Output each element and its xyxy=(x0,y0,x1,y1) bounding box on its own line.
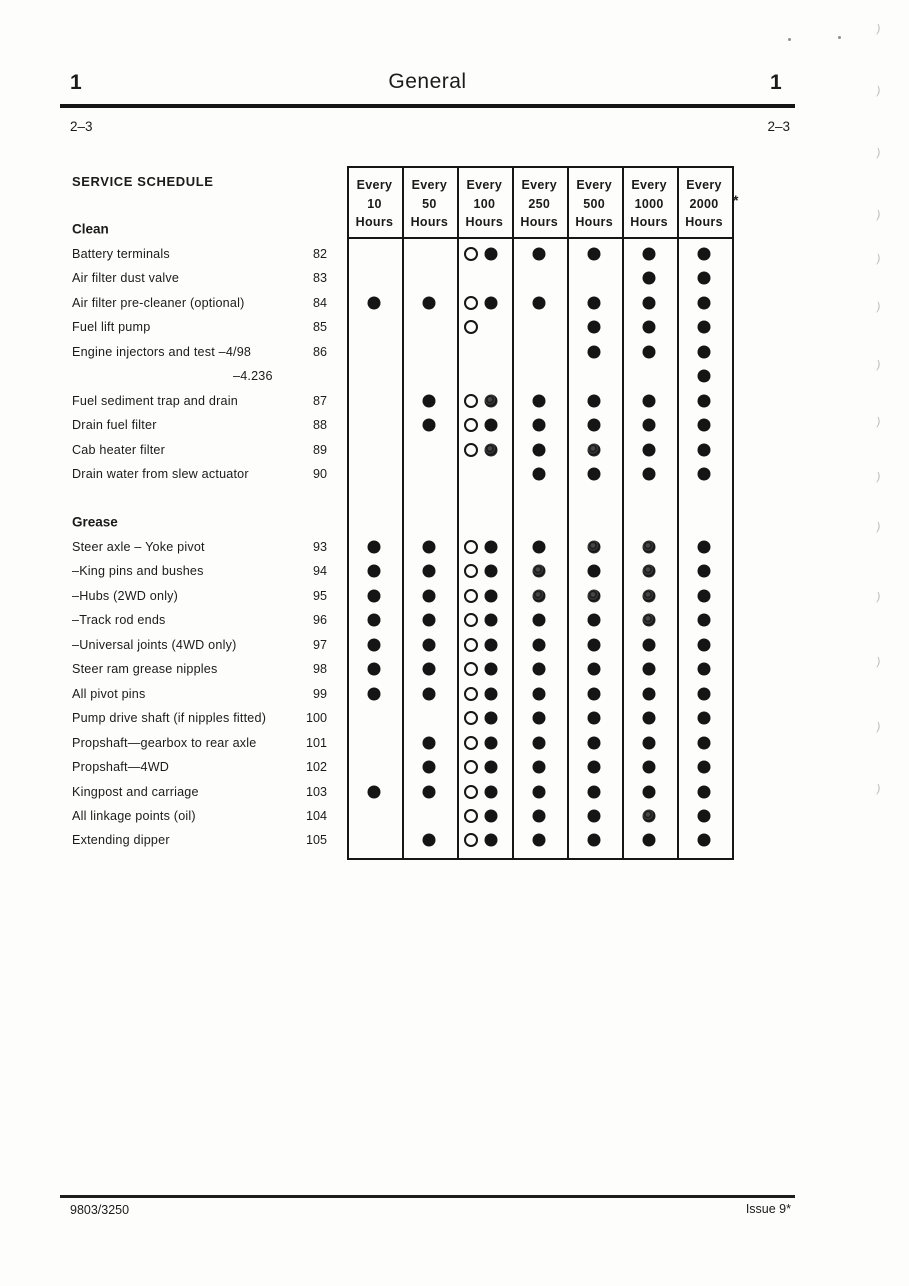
column-header-line: Hours xyxy=(410,215,449,229)
interval-mark-filled xyxy=(485,419,498,432)
service-item-label: –Track rod ends xyxy=(72,613,166,628)
page-number-right: 1 xyxy=(770,71,782,94)
service-item-number: 96 xyxy=(312,613,327,628)
column-header-500h xyxy=(567,168,622,240)
interval-mark-filled xyxy=(698,712,711,725)
service-item-label: Steer ram grease nipples xyxy=(72,662,218,677)
interval-mark-speckled xyxy=(643,614,656,627)
interval-mark-filled xyxy=(423,663,436,676)
interval-mark-open xyxy=(464,809,478,823)
column-header-line: Hours xyxy=(685,215,723,229)
interval-mark-filled xyxy=(698,321,711,334)
interval-mark-open xyxy=(464,540,478,554)
interval-mark-filled xyxy=(423,589,436,602)
interval-mark-open xyxy=(464,247,478,261)
interval-mark-speckled xyxy=(643,589,656,602)
interval-mark-speckled xyxy=(588,541,601,554)
interval-mark-filled xyxy=(533,468,546,481)
service-item-number: 94 xyxy=(312,564,327,579)
interval-mark-filled xyxy=(588,761,601,774)
service-item-number: 83 xyxy=(312,271,327,286)
interval-mark-filled xyxy=(698,468,711,481)
service-item-label: –Universal joints (4WD only) xyxy=(72,637,237,652)
interval-mark-filled xyxy=(533,638,546,651)
service-item-number: 93 xyxy=(312,540,327,554)
service-item-number: 101 xyxy=(305,735,327,750)
interval-mark-filled xyxy=(423,541,436,554)
interval-mark-filled xyxy=(588,321,601,334)
interval-mark-open xyxy=(464,833,478,847)
column-header-line: 100 xyxy=(473,196,496,211)
interval-mark-filled xyxy=(485,736,498,749)
interval-mark-filled xyxy=(485,809,498,822)
column-header-line: Hours xyxy=(520,215,559,229)
service-item-label: All pivot pins xyxy=(72,686,146,701)
interval-mark-filled xyxy=(485,296,498,309)
interval-mark-filled xyxy=(643,736,656,749)
interval-mark-filled xyxy=(485,761,498,774)
interval-mark-filled xyxy=(643,761,656,774)
interval-mark-filled xyxy=(368,565,381,578)
interval-mark-filled xyxy=(698,419,711,432)
interval-mark-filled xyxy=(485,614,498,627)
service-item-label: All linkage points (oil) xyxy=(72,808,196,823)
interval-mark-filled xyxy=(698,541,711,554)
page-number-left: 1 xyxy=(70,71,82,94)
interval-mark-open xyxy=(464,394,478,408)
interval-mark-filled xyxy=(533,296,546,309)
interval-mark-filled xyxy=(643,468,656,481)
interval-mark-filled xyxy=(588,394,601,407)
interval-mark-open xyxy=(464,296,478,310)
interval-mark-filled xyxy=(698,565,711,578)
service-item-label: Battery terminals xyxy=(72,247,170,261)
interval-mark-filled xyxy=(423,785,436,798)
interval-mark-filled xyxy=(368,687,381,700)
interval-mark-filled xyxy=(533,736,546,749)
interval-mark-filled xyxy=(485,638,498,651)
column-header-line: Hours xyxy=(630,215,668,229)
interval-mark-filled xyxy=(588,809,601,822)
service-item-label: –4.236 xyxy=(233,369,273,384)
interval-mark-filled xyxy=(588,834,601,847)
table-grid-line xyxy=(567,166,569,860)
column-header-line: Hours xyxy=(465,215,504,229)
interval-mark-filled xyxy=(588,345,601,358)
interval-mark-filled xyxy=(698,394,711,407)
scan-artifact xyxy=(788,38,791,41)
interval-mark-filled xyxy=(588,614,601,627)
interval-mark-filled xyxy=(698,589,711,602)
interval-mark-speckled xyxy=(533,565,546,578)
interval-mark-filled xyxy=(588,565,601,578)
page-title: General xyxy=(388,70,467,93)
interval-mark-filled xyxy=(643,443,656,456)
interval-mark-filled xyxy=(368,589,381,602)
column-header-1000h xyxy=(622,168,677,240)
interval-mark-filled xyxy=(423,638,436,651)
interval-mark-filled xyxy=(588,687,601,700)
interval-mark-filled xyxy=(698,370,711,383)
interval-mark-filled xyxy=(485,589,498,602)
column-header-line: 1000 xyxy=(634,196,664,211)
interval-mark-filled xyxy=(533,761,546,774)
column-header-250h xyxy=(512,168,567,240)
table-bottom-border xyxy=(347,858,734,860)
interval-mark-filled xyxy=(588,712,601,725)
interval-mark-filled xyxy=(485,541,498,554)
interval-mark-filled xyxy=(485,712,498,725)
service-item-label: Fuel sediment trap and drain xyxy=(72,393,238,408)
interval-mark-filled xyxy=(643,394,656,407)
column-header-line: Every xyxy=(411,178,448,192)
service-item-number: 104 xyxy=(305,808,327,823)
column-header-line: Every xyxy=(521,178,558,192)
interval-mark-open xyxy=(464,589,478,603)
interval-mark-filled xyxy=(485,248,498,261)
interval-mark-speckled xyxy=(643,809,656,822)
interval-mark-filled xyxy=(698,443,711,456)
interval-mark-filled xyxy=(368,296,381,309)
table-grid-line xyxy=(732,166,734,860)
interval-mark-filled xyxy=(698,785,711,798)
scan-artifact: ) xyxy=(875,357,882,373)
service-item-number: 102 xyxy=(305,760,327,775)
service-item-number: 97 xyxy=(312,637,327,652)
service-item-label: Drain fuel filter xyxy=(72,418,157,433)
interval-mark-filled xyxy=(588,785,601,798)
issue-label: Issue 9* xyxy=(745,1202,791,1216)
service-item-label: Cab heater filter xyxy=(72,442,166,457)
interval-mark-open xyxy=(464,320,478,334)
scan-artifact: ) xyxy=(875,781,882,797)
interval-mark-filled xyxy=(533,248,546,261)
interval-mark-speckled xyxy=(485,394,498,407)
interval-mark-filled xyxy=(698,345,711,358)
interval-mark-filled xyxy=(588,736,601,749)
service-item-label: Air filter dust valve xyxy=(72,271,180,286)
service-item-label: Extending dipper xyxy=(72,833,170,848)
interval-mark-filled xyxy=(698,687,711,700)
interval-mark-filled xyxy=(485,785,498,798)
interval-mark-filled xyxy=(533,394,546,407)
column-header-line: Hours xyxy=(355,215,394,229)
interval-mark-open xyxy=(464,443,478,457)
interval-mark-open xyxy=(464,662,478,676)
service-item-label: –King pins and bushes xyxy=(72,564,204,579)
service-item-number: 84 xyxy=(312,295,327,310)
interval-mark-filled xyxy=(485,834,498,847)
column-header-line: 250 xyxy=(528,196,551,211)
interval-mark-filled xyxy=(423,565,436,578)
interval-mark-filled xyxy=(643,272,656,285)
service-item-number: 85 xyxy=(312,320,327,335)
column-header-line: 50 xyxy=(422,196,437,211)
interval-mark-filled xyxy=(533,687,546,700)
service-item-number: 105 xyxy=(305,833,327,848)
interval-mark-filled xyxy=(698,296,711,309)
service-item-label: Propshaft—gearbox to rear axle xyxy=(72,735,257,750)
interval-mark-filled xyxy=(643,663,656,676)
service-item-number: 100 xyxy=(305,711,327,726)
service-item-label: Fuel lift pump xyxy=(72,320,151,335)
scan-artifact: ) xyxy=(875,519,882,535)
column-header-2000h xyxy=(677,168,732,240)
interval-mark-filled xyxy=(588,248,601,261)
scan-artifact: ) xyxy=(875,654,882,670)
interval-mark-filled xyxy=(368,638,381,651)
interval-mark-filled xyxy=(698,614,711,627)
service-item-number: 98 xyxy=(312,662,327,677)
service-item-label: Propshaft—4WD xyxy=(72,760,170,775)
interval-mark-filled xyxy=(533,785,546,798)
column-header-line: 2000 xyxy=(689,196,719,211)
interval-mark-filled xyxy=(368,785,381,798)
interval-mark-filled xyxy=(485,687,498,700)
column-header-line: Hours xyxy=(575,215,613,229)
publication-number: 9803/3250 xyxy=(70,1203,130,1217)
interval-mark-filled xyxy=(368,663,381,676)
column-header-50h xyxy=(402,168,457,240)
interval-mark-filled xyxy=(698,248,711,261)
interval-mark-filled xyxy=(643,638,656,651)
service-item-label: Air filter pre-cleaner (optional) xyxy=(72,295,245,310)
interval-mark-speckled xyxy=(588,443,601,456)
interval-mark-filled xyxy=(368,541,381,554)
interval-mark-filled xyxy=(588,296,601,309)
footer-rule xyxy=(60,1195,795,1198)
footnote-asterisk: * xyxy=(733,192,739,208)
table-grid-line xyxy=(347,166,349,860)
service-item-number: 99 xyxy=(312,686,327,701)
service-item-number: 89 xyxy=(312,442,327,457)
interval-mark-filled xyxy=(423,296,436,309)
interval-mark-filled xyxy=(643,321,656,334)
interval-mark-filled xyxy=(485,663,498,676)
interval-mark-filled xyxy=(485,565,498,578)
interval-mark-filled xyxy=(643,419,656,432)
column-header-line: Every xyxy=(576,178,612,192)
interval-mark-speckled xyxy=(643,541,656,554)
interval-mark-filled xyxy=(423,614,436,627)
interval-mark-filled xyxy=(643,296,656,309)
scan-artifact: ) xyxy=(875,207,882,223)
service-item-label: Steer axle – Yoke pivot xyxy=(72,540,205,554)
service-item-label: Pump drive shaft (if nipples fitted) xyxy=(72,711,267,726)
scan-artifact: ) xyxy=(875,251,882,267)
column-header-line: 500 xyxy=(583,196,606,211)
schedule-title: SERVICE SCHEDULE xyxy=(72,174,214,189)
service-item-number: 90 xyxy=(312,467,327,482)
interval-mark-filled xyxy=(698,272,711,285)
table-grid-line xyxy=(512,166,514,860)
service-item-label: –Hubs (2WD only) xyxy=(72,588,179,603)
service-item-number: 86 xyxy=(312,344,327,359)
interval-mark-filled xyxy=(423,736,436,749)
interval-mark-filled xyxy=(533,614,546,627)
interval-mark-speckled xyxy=(588,589,601,602)
interval-mark-filled xyxy=(533,834,546,847)
scan-artifact: ) xyxy=(875,719,882,735)
section-page-ref-right: 2–3 xyxy=(767,119,790,134)
interval-mark-filled xyxy=(588,638,601,651)
column-header-100h xyxy=(457,168,512,240)
interval-mark-speckled xyxy=(533,589,546,602)
scan-artifact: ) xyxy=(875,299,882,315)
interval-mark-filled xyxy=(533,541,546,554)
interval-mark-open xyxy=(464,760,478,774)
interval-mark-filled xyxy=(698,809,711,822)
interval-mark-filled xyxy=(643,248,656,261)
column-header-10h xyxy=(347,168,402,240)
service-item-number: 82 xyxy=(312,247,327,261)
column-header-line: Every xyxy=(686,178,722,192)
service-item-number: 87 xyxy=(312,393,327,408)
interval-mark-filled xyxy=(643,345,656,358)
section-heading-clean: Clean xyxy=(72,221,109,237)
interval-mark-open xyxy=(464,687,478,701)
table-grid-line xyxy=(622,166,624,860)
scan-artifact: ) xyxy=(875,83,882,99)
interval-mark-filled xyxy=(698,638,711,651)
service-item-number: 103 xyxy=(305,784,327,799)
service-item-label: Kingpost and carriage xyxy=(72,784,199,799)
column-header-line: 10 xyxy=(367,196,382,211)
interval-mark-open xyxy=(464,564,478,578)
scan-artifact xyxy=(838,36,841,39)
scan-artifact: ) xyxy=(875,589,882,605)
interval-mark-filled xyxy=(643,834,656,847)
table-grid-line xyxy=(457,166,459,860)
scan-artifact: ) xyxy=(875,145,882,161)
interval-mark-filled xyxy=(533,809,546,822)
table-grid-line xyxy=(677,166,679,860)
scan-artifact: ) xyxy=(875,469,882,485)
interval-mark-filled xyxy=(643,785,656,798)
interval-mark-open xyxy=(464,736,478,750)
interval-mark-speckled xyxy=(485,443,498,456)
interval-mark-open xyxy=(464,711,478,725)
header-rule xyxy=(60,104,795,108)
column-header-line: Every xyxy=(466,178,503,192)
interval-mark-filled xyxy=(533,419,546,432)
service-item-label: Drain water from slew actuator xyxy=(72,467,249,482)
interval-mark-filled xyxy=(643,687,656,700)
interval-mark-filled xyxy=(698,761,711,774)
interval-mark-open xyxy=(464,613,478,627)
interval-mark-filled xyxy=(533,712,546,725)
section-page-ref-left: 2–3 xyxy=(70,119,93,134)
interval-mark-filled xyxy=(423,419,436,432)
interval-mark-filled xyxy=(533,663,546,676)
interval-mark-filled xyxy=(533,443,546,456)
table-grid-line xyxy=(402,166,404,860)
interval-mark-filled xyxy=(423,687,436,700)
column-header-line: Every xyxy=(631,178,667,192)
interval-mark-filled xyxy=(643,712,656,725)
interval-mark-open xyxy=(464,785,478,799)
interval-mark-filled xyxy=(698,834,711,847)
service-item-number: 88 xyxy=(312,418,327,433)
interval-mark-filled xyxy=(588,468,601,481)
scan-artifact: ) xyxy=(875,21,882,37)
scan-artifact: ) xyxy=(875,414,882,430)
interval-mark-filled xyxy=(423,394,436,407)
interval-mark-open xyxy=(464,418,478,432)
interval-mark-filled xyxy=(698,736,711,749)
interval-mark-filled xyxy=(588,419,601,432)
column-header-line: Every xyxy=(356,178,393,192)
interval-mark-filled xyxy=(368,614,381,627)
interval-mark-filled xyxy=(423,761,436,774)
section-heading-grease: Grease xyxy=(72,514,118,530)
interval-mark-filled xyxy=(698,663,711,676)
interval-mark-filled xyxy=(588,663,601,676)
interval-mark-filled xyxy=(423,834,436,847)
service-item-label: Engine injectors and test –4/98 xyxy=(72,344,252,359)
interval-mark-speckled xyxy=(643,565,656,578)
service-item-number: 95 xyxy=(312,588,327,603)
interval-mark-open xyxy=(464,638,478,652)
